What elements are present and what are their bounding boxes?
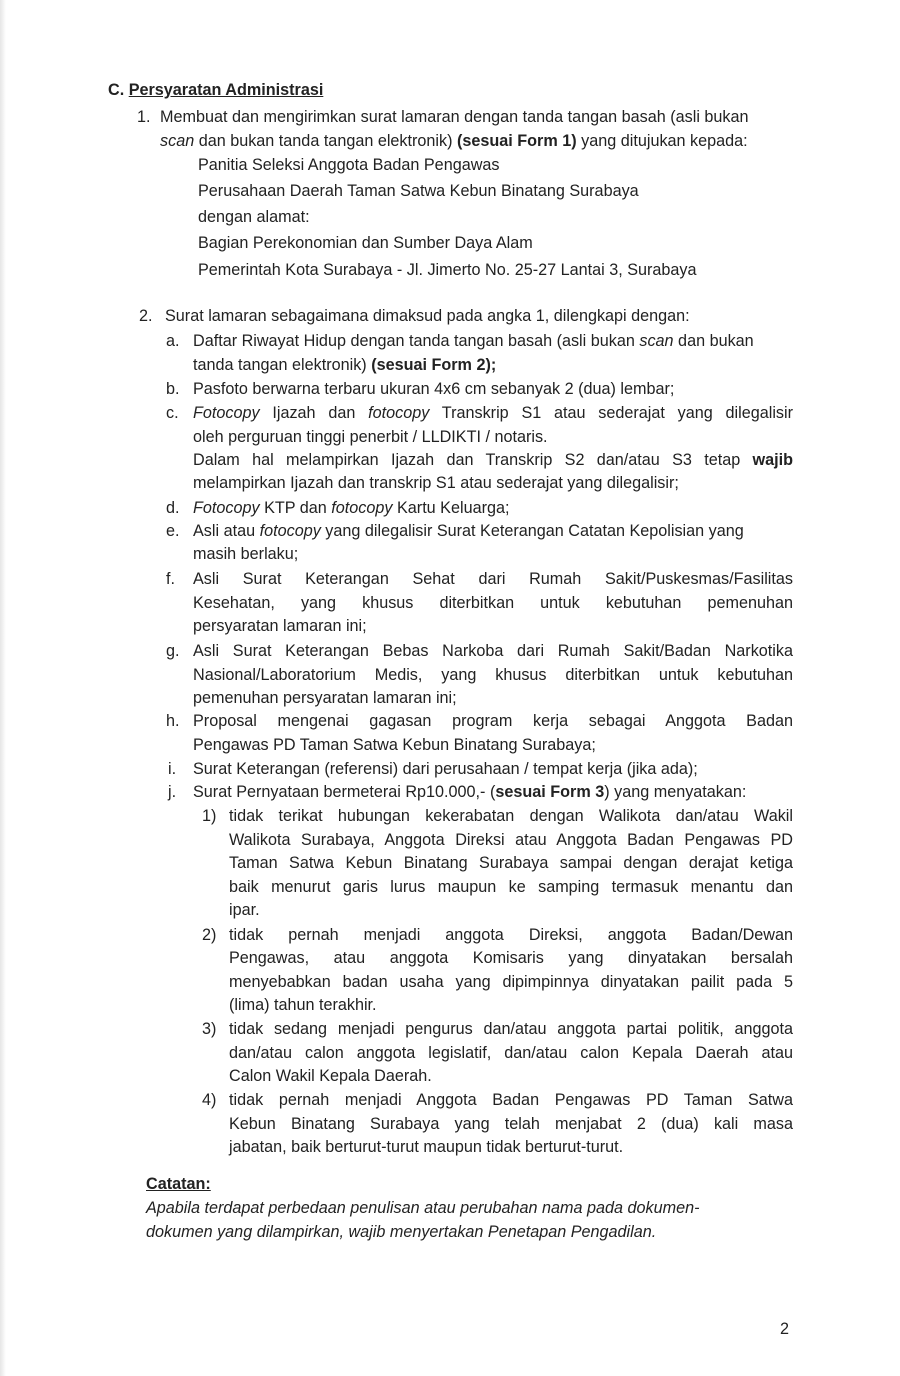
item-2e-line-2: masih berlaku; [193,545,299,563]
item-2j-sub-3-line-1: tidak sedang menjadi pengurus dan/atau anggota partai politik, anggota [229,1020,793,1038]
item-2-intro: Surat lamaran sebagaimana dimaksud pada angka 1, dilengkapi dengan: [165,307,690,325]
item-2j-sub-2-line-3: menyebabkan badan usaha yang dipimpinnya dinyatakan pailit pada 5 [229,973,793,991]
item-2j-sub-1-line-5: ipar. [229,901,260,919]
item-2j-sub-4-line-3: jabatan, baik berturut-turut maupun tidak berturut-turut. [229,1138,624,1156]
item-2b-marker: b. [166,380,180,398]
item-2j-sub-1-marker: 1) [202,807,217,825]
item-2j-sub-1-line-4: baik menurut garis lurus maupun ke samping termasuk menantu dan [229,878,793,896]
item-2b-line-1: Pasfoto berwarna terbaru ukuran 4x6 cm sebanyak 2 (dua) lembar; [193,380,675,398]
item-2g-line-3: pemenuhan persyaratan lamaran ini; [193,689,457,707]
item-2g-line-1: Asli Surat Keterangan Bebas Narkoba dari Rumah Sakit/Badan Narkotika [193,642,793,660]
item-2a-line-1: Daftar Riwayat Hidup dengan tanda tangan basah (asli bukan scan dan bukan [193,332,754,350]
item-2j-sub-3-line-3: Calon Wakil Kepala Daerah. [229,1067,432,1085]
address-line-3: dengan alamat: [198,208,310,226]
item-2a-line-2: tanda tangan elektronik) (sesuai Form 2); [193,356,497,374]
item-2f-line-1: Asli Surat Keterangan Sehat dari Rumah Sakit/Puskesmas/Fasilitas [193,570,793,588]
item-2d-marker: d. [166,499,180,517]
section-title: Persyaratan Administrasi [128,81,324,99]
section-heading [108,79,323,103]
note-line-1: Apabila terdapat perbedaan penulisan atau perubahan nama pada dokumen- [146,1199,700,1217]
address-line-5: Pemerintah Kota Surabaya - Jl. Jimerto No. 25-27 Lantai 3, Surabaya [198,261,697,279]
page-edge-shadow [0,0,6,1376]
item-2f-line-2: Kesehatan, yang khusus diterbitkan untuk kebutuhan pemenuhan [193,594,793,612]
item-2e-marker: e. [166,522,180,540]
item-2j-marker: j. [168,783,177,801]
item-1-number: 1. [137,108,151,126]
page-number: 2 [780,1320,790,1338]
item-2c-line-3: Dalam hal melampirkan Ijazah dan Transkrip S2 dan/atau S3 tetap wajib [193,451,793,469]
item-2e-line-1: Asli atau fotocopy yang dilegalisir Surat Keterangan Catatan Kepolisian yang [193,522,744,540]
item-1-line-1: Membuat dan mengirimkan surat lamaran dengan tanda tangan basah (asli bukan [160,108,749,126]
item-2f-line-3: persyaratan lamaran ini; [193,617,367,635]
note-title: Catatan: [146,1175,211,1193]
item-2j-sub-4-line-2: Kebun Binatang Surabaya yang telah menjabat 2 (dua) kali masa [229,1115,793,1133]
item-2j-sub-1-line-2: Walikota Surabaya, Anggota Direksi atau Anggota Badan Pengawas PD [229,831,793,849]
item-2i-line-1: Surat Keterangan (referensi) dari perusahaan / tempat kerja (jika ada); [193,760,698,778]
item-2g-marker: g. [166,642,180,660]
item-2h-marker: h. [166,712,180,730]
item-2a-marker: a. [166,332,180,350]
item-2c-line-2: oleh perguruan tinggi penerbit / LLDIKTI / notaris. [193,428,548,446]
item-2h-line-1: Proposal mengenai gagasan program kerja sebagai Anggota Badan [193,712,793,730]
item-2c-line-4: melampirkan Ijazah dan transkrip S1 atau sederajat yang dilegalisir; [193,474,679,492]
item-2d-line-1: Fotocopy KTP dan fotocopy Kartu Keluarga; [193,499,510,517]
address-line-1: Panitia Seleksi Anggota Badan Pengawas [198,156,500,174]
address-line-4: Bagian Perekonomian dan Sumber Daya Alam [198,234,533,252]
item-2h-line-2: Pengawas PD Taman Satwa Kebun Binatang Surabaya; [193,736,596,754]
item-2-number: 2. [139,307,153,325]
note-line-2: dokumen yang dilampirkan, wajib menyertakan Penetapan Pengadilan. [146,1223,657,1241]
section-letter: C. [108,81,125,99]
item-2j-sub-1-line-3: Taman Satwa Kebun Binatang Surabaya sampai dengan derajat ketiga [229,854,793,872]
item-2j-sub-2-line-2: Pengawas, atau anggota Komisaris yang dinyatakan bersalah [229,949,793,967]
item-2j-sub-2-line-1: tidak pernah menjadi anggota Direksi, anggota Badan/Dewan [229,926,793,944]
item-2i-marker: i. [168,760,177,778]
item-2j-sub-3-line-2: dan/atau calon anggota legislatif, dan/atau calon Kepala Daerah atau [229,1044,793,1062]
item-2j-sub-1-line-1: tidak terikat hubungan kekerabatan dengan Walikota dan/atau Wakil [229,807,793,825]
item-2j-line-1: Surat Pernyataan bermeterai Rp10.000,- (sesuai Form 3) yang menyatakan: [193,783,747,801]
address-line-2: Perusahaan Daerah Taman Satwa Kebun Binatang Surabaya [198,182,639,200]
item-1-line-2: scan dan bukan tanda tangan elektronik) (sesuai Form 1) yang ditujukan kepada: [160,132,748,150]
item-2g-line-2: Nasional/Laboratorium Medis, yang khusus diterbitkan untuk kebutuhan [193,666,793,684]
item-2j-sub-2-marker: 2) [202,926,217,944]
item-2c-line-1: Fotocopy Ijazah dan fotocopy Transkrip S1 atau sederajat yang dilegalisir [193,404,794,422]
item-2j-sub-3-marker: 3) [202,1020,217,1038]
item-2j-sub-4-marker: 4) [202,1091,217,1109]
item-2c-marker: c. [166,404,179,422]
item-2j-sub-4-line-1: tidak pernah menjadi Anggota Badan Pengawas PD Taman Satwa [229,1091,793,1109]
item-2j-sub-2-line-4: (lima) tahun terakhir. [229,996,377,1014]
item-2f-marker: f. [166,570,175,588]
